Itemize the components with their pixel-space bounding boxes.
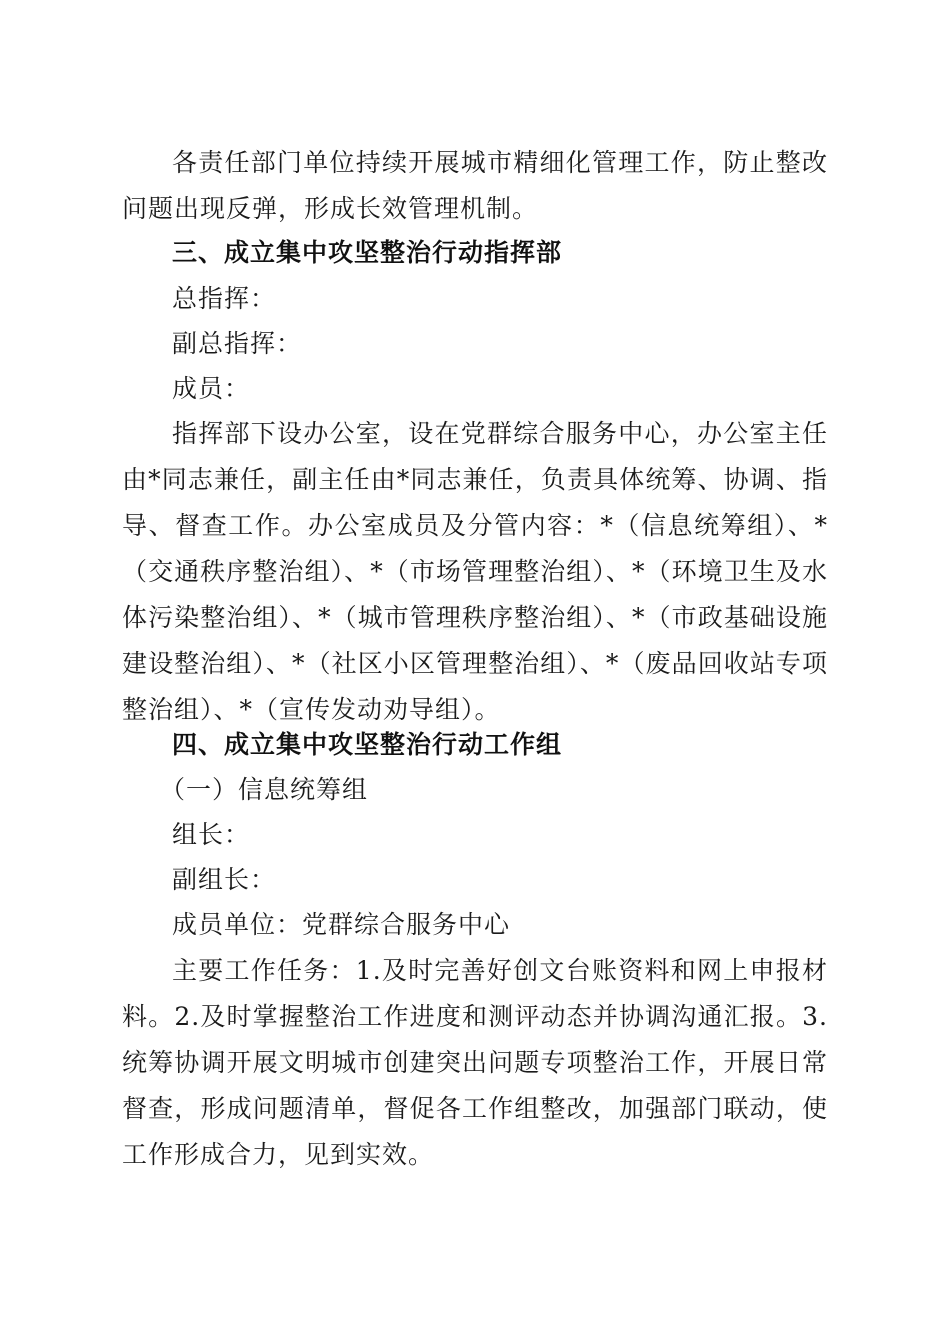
deputy-group-leader-line: 副组长： — [172, 865, 277, 894]
deputy-commander-line: 副总指挥： — [172, 329, 303, 358]
members-line: 成员： — [172, 374, 251, 403]
paragraph-long-term-management: 各责任部门单位持续开展城市精细化管理工作，防止整改问题出现反弹，形成长效管理机制。 — [122, 148, 828, 223]
commander-line: 总指挥： — [172, 284, 277, 313]
section-4-heading: 四、成立集中攻坚整治行动工作组 — [172, 730, 563, 759]
section-3-heading: 三、成立集中攻坚整治行动指挥部 — [172, 238, 563, 267]
group-1-title: （一）信息统筹组 — [160, 775, 369, 804]
member-units-line: 成员单位：党群综合服务中心 — [172, 910, 511, 939]
office-paragraph: 指挥部下设办公室，设在党群综合服务中心，办公室主任由*同志兼任，副主任由*同志兼任，负责具体统筹、协调、指导、督查工作。办公室成员及分管内容：*（信息统筹组）、*（交通秩序整治组）、*（市场管理整治组）、*（环境卫生及水体污染整治组）、*（城市管理秩序整治组）、*（市政基础设施建设整治组）、*（社区小区管理整治组）、*（废品回收站专项整治组）、*（宣传发动劝导组）。 — [122, 419, 828, 724]
main-tasks-paragraph: 主要工作任务：1.及时完善好创文台账资料和网上申报材料。2.及时掌握整治工作进度和测评动态并协调沟通汇报。3.统筹协调开展文明城市创建突出问题专项整治工作，开展日常督查，形成问题清单，督促各工作组整改，加强部门联动，使工作形成合力，见到实效。 — [122, 956, 828, 1169]
group-leader-line: 组长： — [172, 820, 251, 849]
